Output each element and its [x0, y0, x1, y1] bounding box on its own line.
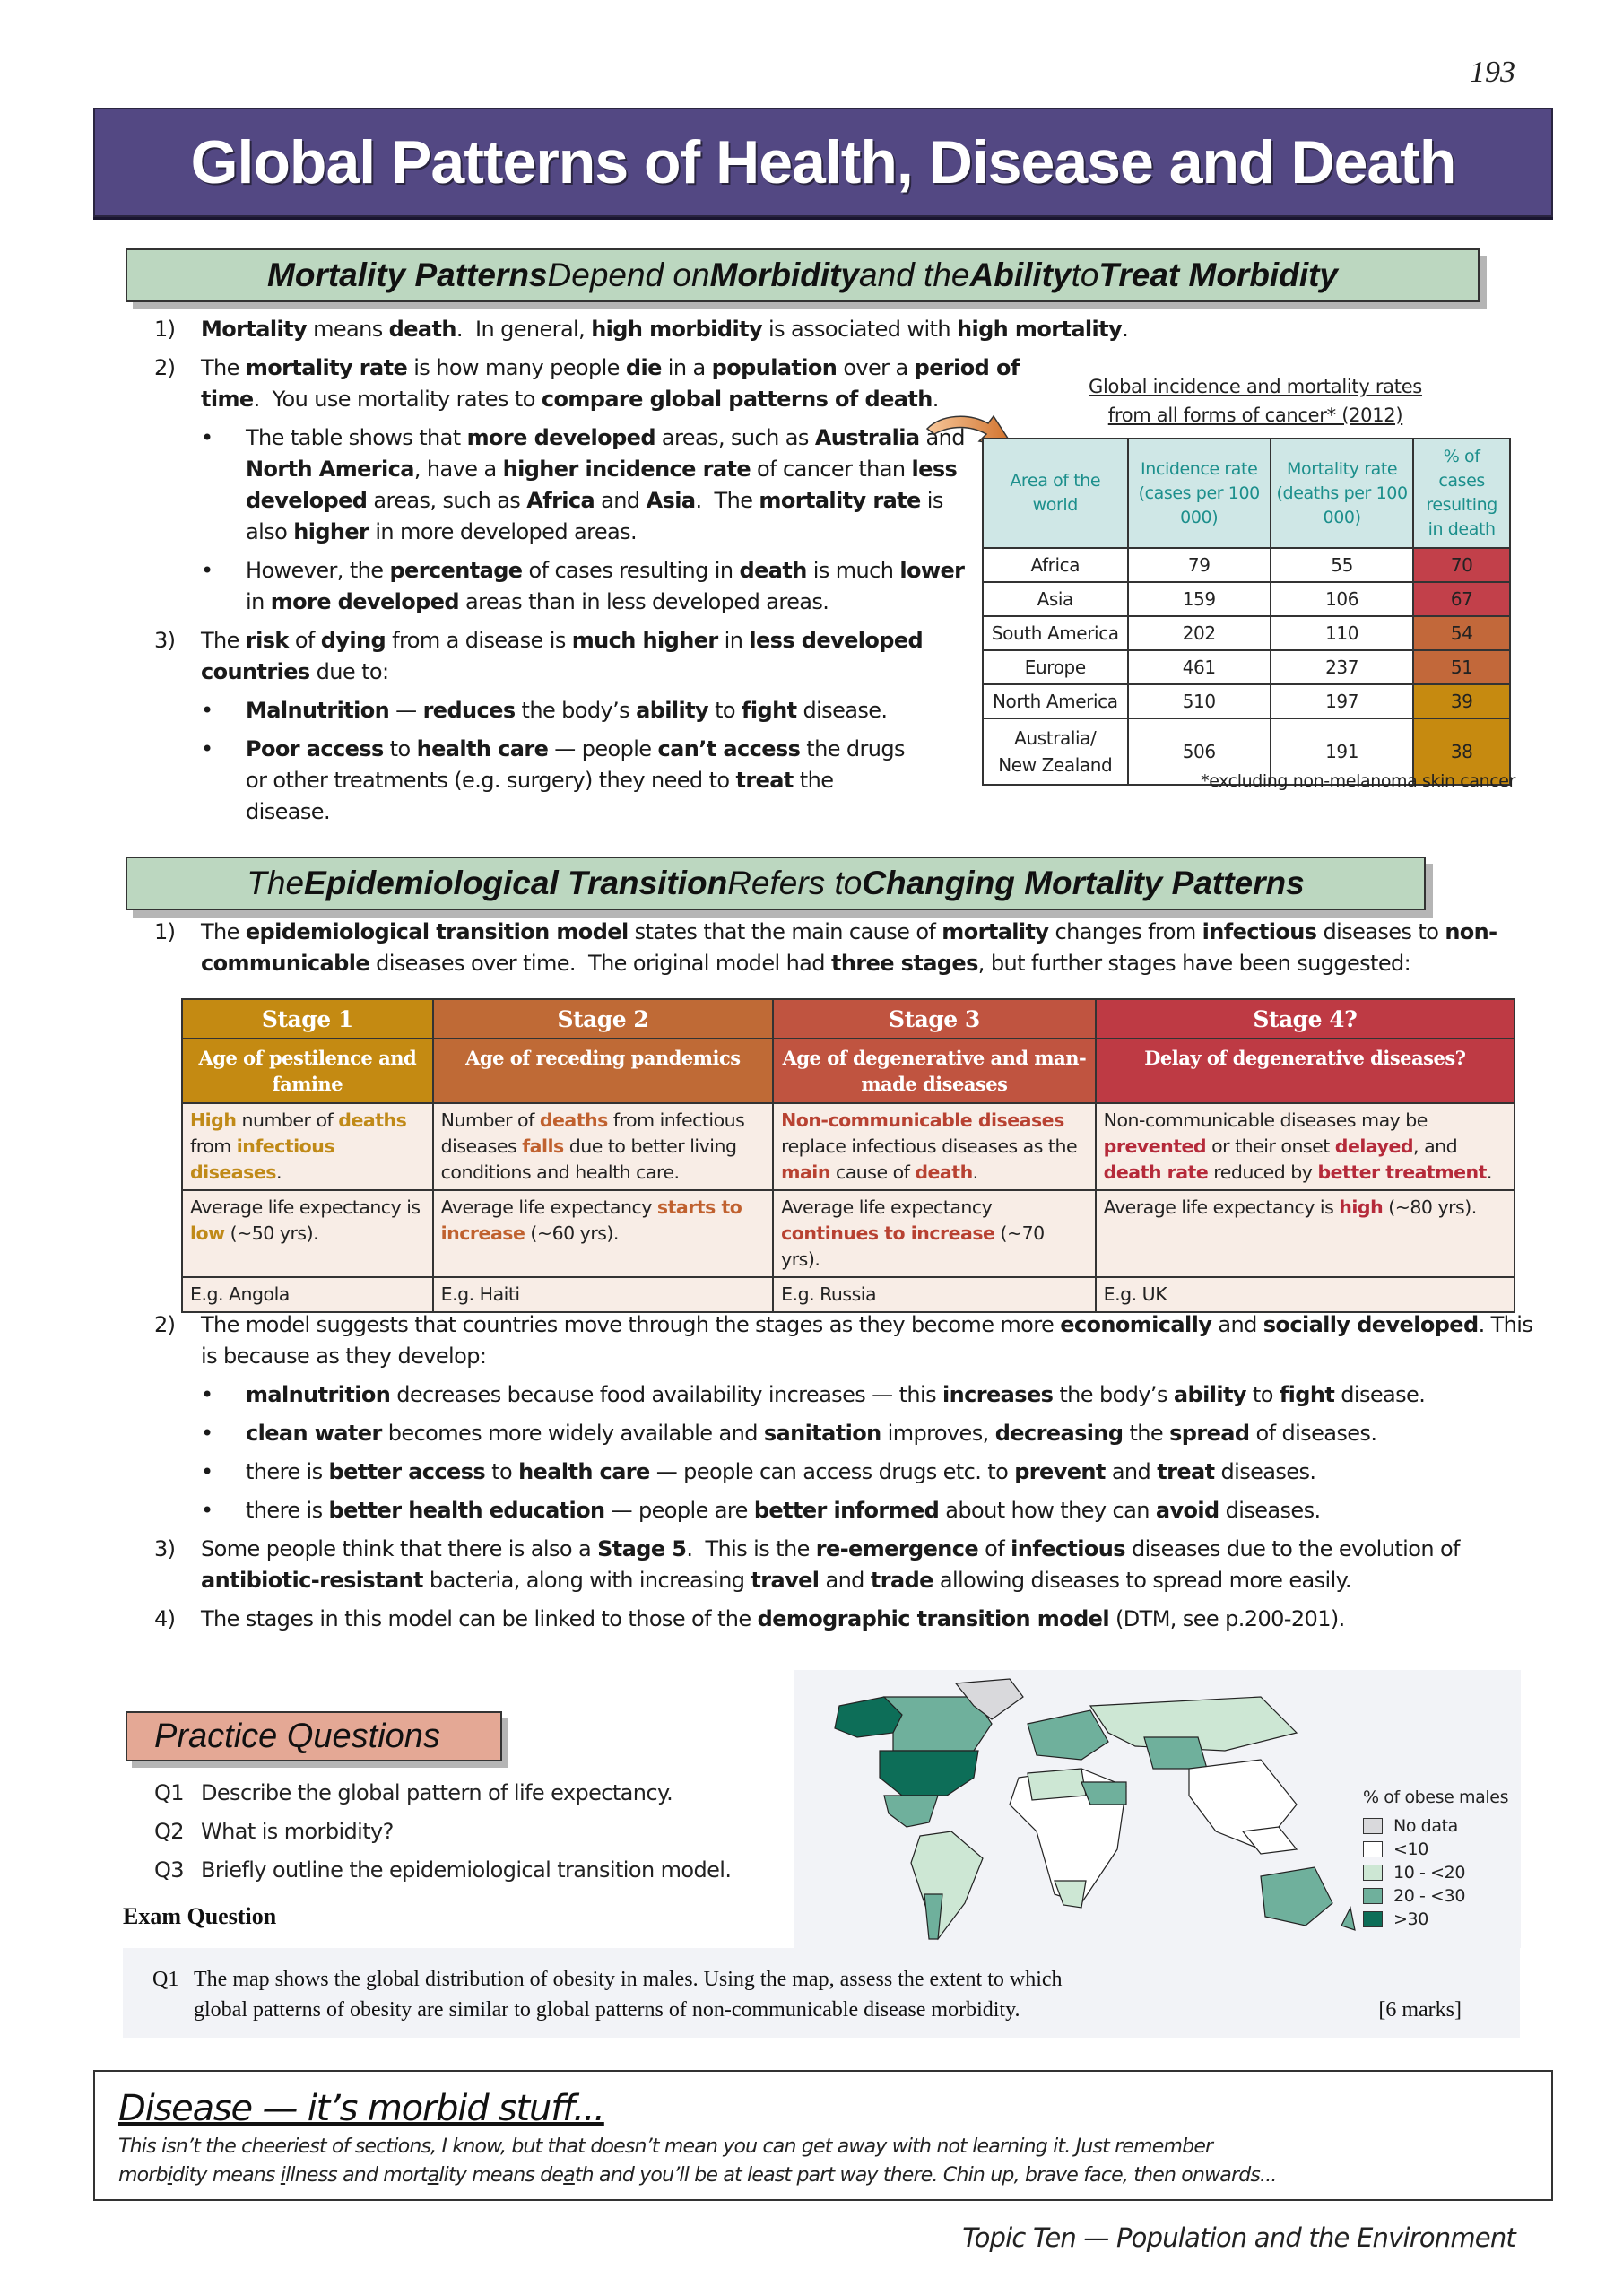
numbered-point: 4) The stages in this model can be linked to those of the demographic transition model (DTM, see p.200-201). — [154, 1606, 1345, 1631]
stages-table — [181, 998, 1515, 1313]
stage-example: E.g. Russia — [773, 1277, 1096, 1312]
practice-question: Q3 Briefly outline the epidemiological transition model. — [154, 1857, 732, 1883]
cancer-header-2: Mortality rate (deaths per 100 000) — [1271, 439, 1413, 548]
cancer-table-caption: Global incidence and mortality rates from all forms of cancer* (2012) — [1089, 376, 1422, 426]
practice-questions-heading: Practice Questions — [126, 1711, 502, 1761]
stage-deaths: High number of deaths from infectious diseases. — [182, 1103, 433, 1190]
stage-life-expectancy: Average life expectancy is low (~50 yrs). — [182, 1190, 433, 1277]
stage-name: Age of degenerative and man-made diseases — [773, 1039, 1096, 1103]
bullet-point: • there is better health education — people are better informed about how they can avoid diseases. — [201, 1495, 1553, 1526]
cancer-header-1: Incidence rate (cases per 100 000) — [1128, 439, 1271, 548]
bullet-point: • clean water becomes more widely available and sanitation improves, decreasing the spread of diseases. — [201, 1418, 1553, 1449]
section-epidemiological-intro — [154, 917, 1553, 987]
legend-item: 20 - <30 — [1363, 1884, 1508, 1908]
table-row: Africa 79 55 70 — [983, 548, 1510, 582]
page-footer: Topic Ten — Population and the Environment — [962, 2222, 1515, 2253]
cancer-header-0: Area of the world — [983, 439, 1128, 548]
cancer-rates-table — [982, 438, 1511, 786]
practice-question: Q2 What is morbidity? — [154, 1819, 394, 1844]
table-row: Australia/ New Zealand 506 191 38 — [983, 718, 1510, 785]
tip-body: This isn’t the cheeriest of sections, I know, but that doesn’t mean you can get away with not learning it. Just remember morbidity means illness and mortality means death and you’ll be at least part way there. Chin up, brave face, then onwards... — [118, 2135, 1277, 2187]
page-number: 193 — [1470, 56, 1515, 89]
section-heading-epidemiological: The Epidemiological Transition Refers to Changing Mortality Patterns — [126, 857, 1426, 910]
stage-name: Age of receding pandemics — [433, 1039, 773, 1103]
numbered-point: 3) The risk of dying from a disease is much higher in less developed countries due to: — [154, 628, 924, 684]
bullet-point: • However, the percentage of cases resulting in death is much lower in more developed areas than in less developed areas. — [201, 555, 979, 618]
stage-example: E.g. Angola — [182, 1277, 433, 1312]
stage-deaths: Non-communicable diseases may be prevented or their onset delayed, and death rate reduced by better treatment. — [1096, 1103, 1515, 1190]
tip-box — [93, 2070, 1553, 2201]
stage-life-expectancy: Average life expectancy is high (~80 yrs). — [1096, 1190, 1515, 1277]
stage-header: Stage 2 — [433, 999, 773, 1039]
legend-item: <10 — [1363, 1838, 1508, 1861]
cancer-header-3: % of cases resulting in death — [1413, 439, 1510, 548]
cancer-table-footnote: *excluding non-melanoma skin cancer — [1201, 771, 1515, 791]
numbered-point: 2) The mortality rate is how many people die in a population over a period of time. You use mortality rates to compare global patterns of death. — [154, 355, 1020, 412]
bullet-point: • there is better access to health care — people can access drugs etc. to prevent and treat diseases. — [201, 1457, 1553, 1488]
bullet-point: • The table shows that more developed areas, such as Australia and North America, have a higher incidence rate of cancer than less developed areas, such as Africa and Asia. The mortality rate is also higher in more developed areas. — [201, 422, 979, 548]
bullet-point: • Malnutrition — reduces the body’s ability to fight disease. — [201, 695, 907, 726]
section-heading-mortality: Mortality Patterns Depend on Morbidity and the Ability to Treat Morbidity — [126, 248, 1480, 302]
numbered-point: 1) Mortality means death. In general, high morbidity is associated with high mortality. — [154, 317, 1129, 342]
stage-name: Age of pestilence and famine — [182, 1039, 433, 1103]
stage-example: E.g. UK — [1096, 1277, 1515, 1312]
numbered-point: 2) The model suggests that countries move through the stages as they become more economically and socially developed. This is because as they develop: — [154, 1312, 1533, 1369]
stage-deaths: Number of deaths from infectious diseases falls due to better living conditions and health care. — [433, 1103, 773, 1190]
stage-life-expectancy: Average life expectancy starts to increase (~60 yrs). — [433, 1190, 773, 1277]
stage-life-expectancy: Average life expectancy continues to increase (~70 yrs). — [773, 1190, 1096, 1277]
exam-marks: [6 marks] — [1378, 1998, 1462, 2022]
practice-question: Q1 Describe the global pattern of life expectancy. — [154, 1780, 673, 1805]
numbered-point: 1) The epidemiological transition model states that the main cause of mortality changes from infectious diseases to non-communicable diseases over time. The original model had three stages, but further stages have been suggested: — [154, 919, 1497, 976]
map-legend: % of obese males No data <10 10 - <20 20 - <30 >30 — [1363, 1787, 1509, 1929]
stage-deaths: Non-communicable diseases replace infectious diseases as the main cause of death. — [773, 1103, 1096, 1190]
bullet-point: • malnutrition decreases because food availability increases — this increases the body’s ability to fight disease. — [201, 1379, 1553, 1411]
legend-item: No data — [1363, 1814, 1508, 1838]
stage-example: E.g. Haiti — [433, 1277, 773, 1312]
exam-question: Q1 The map shows the global distribution of obesity in males. Using the map, assess the extent to which global patterns of obesity are similar to global patterns of non-communicable disease morbidity. [6 marks] — [152, 1964, 1488, 2025]
table-row: North America 510 197 39 — [983, 684, 1510, 718]
title-banner — [93, 108, 1553, 217]
bullet-point: • Poor access to health care — people can’t access the drugs or other treatments (e.g. surgery) they need to treat the disease. — [201, 734, 907, 828]
tip-title: Disease — it’s morbid stuff... — [118, 2088, 604, 2129]
stage-header: Stage 1 — [182, 999, 433, 1039]
table-row: Asia 159 106 67 — [983, 582, 1510, 616]
section-epidemiological-points — [154, 1309, 1553, 1642]
numbered-point: 3) Some people think that there is also a Stage 5. This is the re-emergence of infectious diseases due to the evolution of antibiotic-resistant bacteria, along with increasing travel and trade allowing diseases to spread more easily. — [154, 1536, 1460, 1593]
page-title: Global Patterns of Health, Disease and Death — [190, 128, 1456, 196]
stage-header: Stage 4? — [1096, 999, 1515, 1039]
exam-question-label: Exam Question — [123, 1903, 277, 1929]
table-row: Europe 461 237 51 — [983, 650, 1510, 684]
practice-questions-list — [154, 1774, 800, 1890]
legend-item: >30 — [1363, 1908, 1508, 1931]
stage-header: Stage 3 — [773, 999, 1096, 1039]
stage-name: Delay of degenerative diseases? — [1096, 1039, 1515, 1103]
legend-item: 10 - <20 — [1363, 1861, 1508, 1884]
table-row: South America 202 110 54 — [983, 616, 1510, 650]
